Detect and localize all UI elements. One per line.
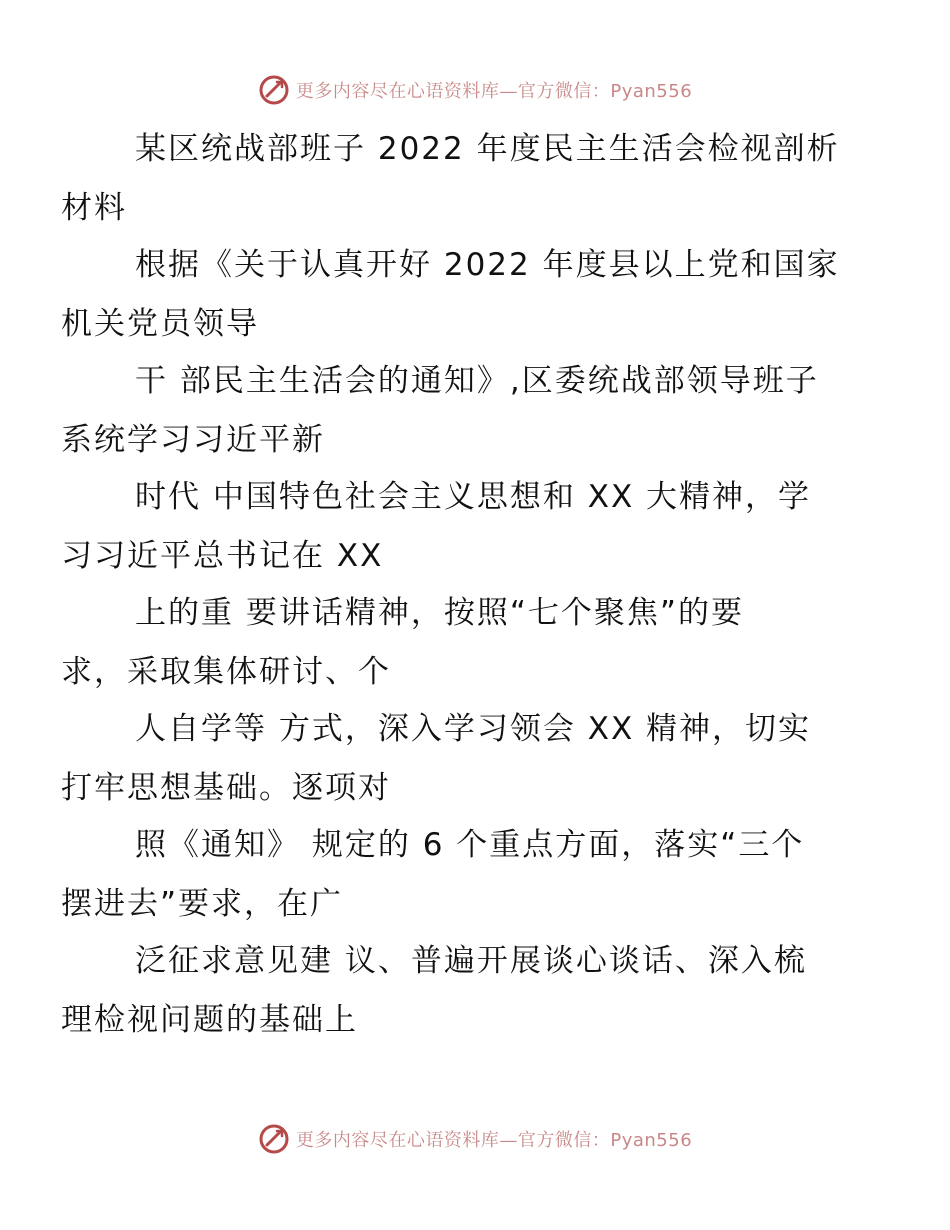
body-paragraph — [61, 468, 812, 586]
watermark-label: 更多内容尽在心语资料库—官方微信： — [295, 81, 611, 102]
paragraph-line: 机关党员领导 — [61, 306, 259, 342]
watermark-wechat-id: Pyan556 — [610, 81, 693, 102]
watermark-label: 更多内容尽在心语资料库—官方微信： — [295, 1130, 611, 1151]
paragraph-line: 材料 — [61, 190, 127, 226]
brand-logo-icon — [258, 74, 290, 106]
paragraph-line: 时代 中国特色社会主义思想和 XX 大精神，学 — [135, 479, 812, 515]
paragraph-line: 某区统战部班子 2022 年度民主生活会检视剖析 — [135, 131, 840, 167]
paragraph-line: 求，采取集体研讨、个 — [61, 654, 391, 690]
watermark-text — [296, 1126, 692, 1152]
paragraph-line: 理检视问题的基础上 — [61, 1002, 358, 1038]
paragraph-line: 人自学等 方式，深入学习领会 XX 精神，切实 — [135, 711, 812, 747]
brand-logo-icon — [258, 1123, 290, 1155]
paragraph-line: 系统学习习近平新 — [61, 422, 325, 458]
paragraph-line: 照《通知》 规定的 6 个重点方面，落实“三个 — [135, 827, 805, 863]
paragraph-line: 打牢思想基础。逐项对 — [61, 770, 391, 806]
body-paragraph — [61, 236, 840, 354]
watermark-header — [0, 70, 950, 110]
document-title — [61, 120, 840, 238]
body-paragraph — [61, 700, 812, 818]
body-paragraph — [61, 352, 819, 470]
body-paragraph — [61, 584, 744, 702]
paragraph-line: 泛征求意见建 议、普遍开展谈心谈话、深入梳 — [135, 943, 807, 979]
body-paragraph — [61, 932, 807, 1050]
watermark-text — [296, 77, 692, 103]
paragraph-line: 上的重 要讲话精神，按照“七个聚焦”的要 — [135, 595, 744, 631]
watermark-footer — [0, 1119, 950, 1159]
body-paragraph — [61, 816, 805, 934]
watermark-wechat-id: Pyan556 — [610, 1130, 693, 1151]
paragraph-line: 根据《关于认真开好 2022 年度县以上党和国家 — [135, 247, 840, 283]
paragraph-line: 干 部民主生活会的通知》,区委统战部领导班子 — [135, 363, 819, 399]
paragraph-line: 习习近平总书记在 XX — [61, 538, 384, 574]
paragraph-line: 摆进去”要求，在广 — [61, 886, 344, 922]
